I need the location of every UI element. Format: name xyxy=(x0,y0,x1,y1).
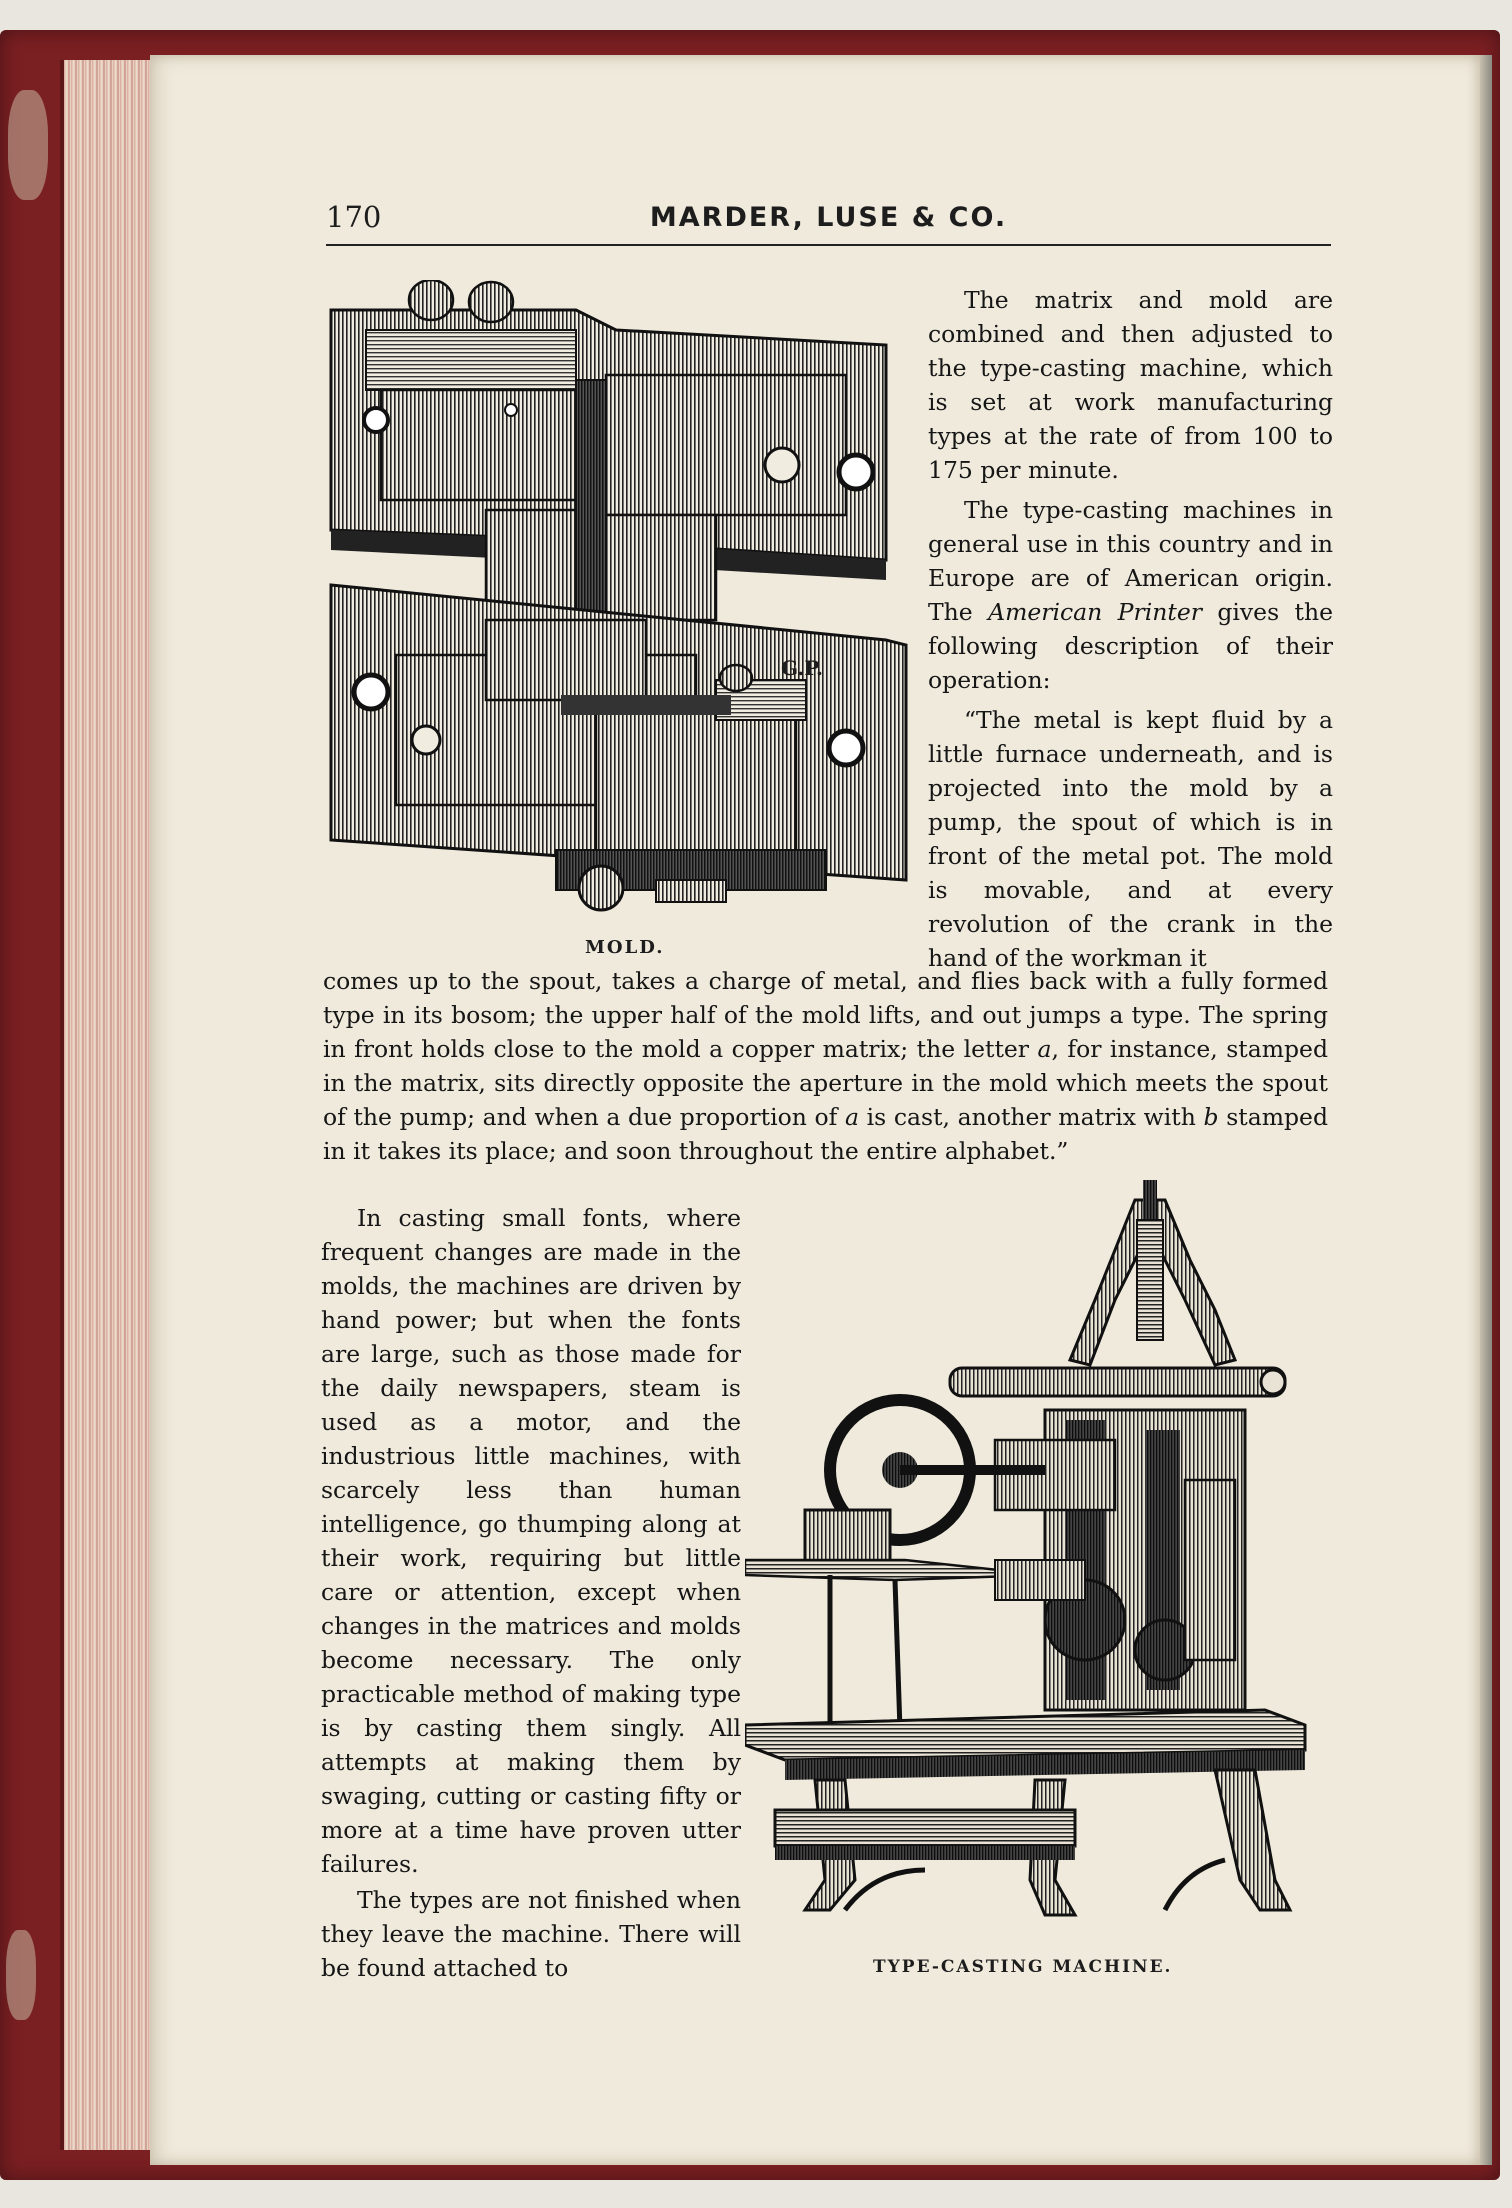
italic-letter: a xyxy=(1037,1035,1052,1063)
mold-illustration xyxy=(326,280,916,920)
paragraph-text: stamped in it takes its place; and soon throughout the entire alphabet.” xyxy=(323,1103,1328,1165)
book-gutter xyxy=(1478,55,1492,2165)
right-column xyxy=(928,283,1333,975)
paragraph: In casting small fonts, where frequent changes are made in the molds, the machines are driven by hand power; but when the fonts are large, such as those made for the daily newspapers, steam is used as a motor, and the industrious little machines, with scarcely less than human intelligence, go thumping along at their work, requiring but little care or attention, except when changes in the matrices and molds become necessary. The only practicable method of making type is by casting them singly. All attempts at making them by swaging, cutting or casting fifty or more at a time have proven utter failures. xyxy=(321,1204,741,1878)
left-column xyxy=(321,1201,741,1985)
machine-caption: TYPE-CASTING MACHINE. xyxy=(873,1957,1173,1977)
paragraph xyxy=(323,964,1328,1168)
page-edges xyxy=(60,60,159,2150)
paragraph: The types are not finished when they leave the machine. There will be found attached to xyxy=(321,1886,741,1982)
page-number: 170 xyxy=(326,200,382,234)
publication-title: American Printer xyxy=(988,598,1202,626)
paragraph xyxy=(928,493,1333,697)
cover-wear xyxy=(8,90,48,200)
svg-text:G.P.: G.P. xyxy=(781,656,824,680)
type-casting-machine-illustration xyxy=(745,1180,1320,1940)
paragraph-text: , for instance, stamped in the matrix, sits directly opposite the aperture in the mold which meets the spout of the pump; and when a due proportion of xyxy=(323,1035,1328,1131)
paragraph-text: comes up to the spout, takes a charge of metal, and flies back with a fully formed type in its bosom; the upper half of the mold lifts, and out jumps a type. The spring in front holds close to the mold a copper matrix; the letter xyxy=(323,967,1328,1063)
italic-letter: b xyxy=(1203,1103,1219,1131)
running-title: MARDER, LUSE & CO. xyxy=(649,202,1008,233)
full-width-paragraph xyxy=(323,964,1328,1168)
cover-wear xyxy=(6,1930,36,2020)
mold-caption: MOLD. xyxy=(585,937,665,958)
paragraph-text: The type-casting machines in general use in this country and in Europe are of American origin. The xyxy=(928,496,1333,626)
quotation-paragraph: “The metal is kept fluid by a little furnace underneath, and is projected into the mold by a pump, the spout of which is in front of the metal pot. The mold is movable, and at every revolution of the crank in the hand of the workman it xyxy=(928,706,1333,972)
paragraph-text: gives the following description of their operation: xyxy=(928,598,1333,694)
italic-letter: a xyxy=(845,1103,860,1131)
paragraph: The matrix and mold are combined and then adjusted to the type-casting machine, which is set at work manufacturing types at the rate of from 100 to 175 per minute. xyxy=(928,286,1333,484)
paragraph-text: is cast, another matrix with xyxy=(859,1103,1204,1131)
page-header xyxy=(326,200,1331,246)
